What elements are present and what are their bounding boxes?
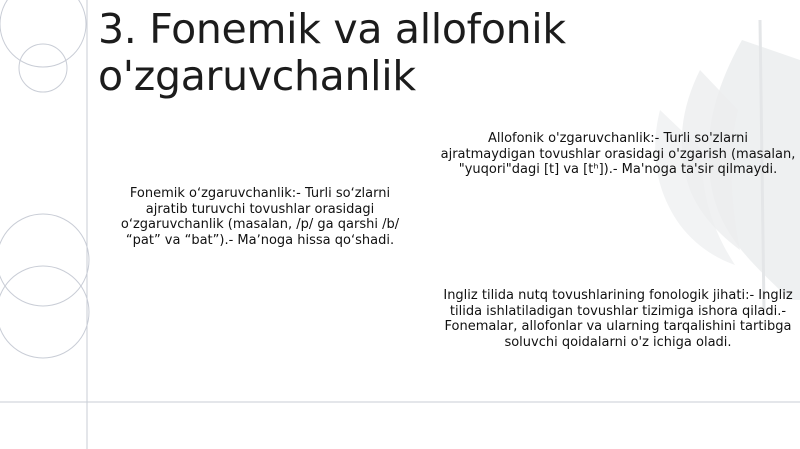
english-phonology-text: Ingliz tilida nutq tovushlarining fonologik jihati:- Ingliz tilida ishlatiladigan tovushlar tizimiga ishora qiladi.- Fonemalar, allofonlar va ularning tarqalishini tartibga soluvchi qoidalarni o'z ichiga oladi. [443,288,793,350]
allophonic-variation-text: Allofonik o'zgaruvchanlik:- Turli so'zlarni ajratmaydigan tovushlar orasidagi o'zgarish (masalan, "yuqori"dagi [t] va [tʰ]).- Ma'noga ta'sir qilmaydi. [440,131,796,177]
decor-circle-large-top [0,0,86,67]
phonemic-variation-text: Fonemik oʻzgaruvchanlik:- Turli soʻzlarni ajratib turuvchi tovushlar orasidagi oʻzgaruvchanlik (masalan, /p/ ga qarshi /b/ “pat” va “bat”).- Maʼnoga hissa qoʻshadi. [120,186,400,248]
decor-circle-middle [0,214,89,306]
decor-circle-small [19,44,67,92]
decor-circle-lower [0,266,89,358]
slide-title: 3. Fonemik va allofonik o'zgaruvchanlik [98,5,566,100]
